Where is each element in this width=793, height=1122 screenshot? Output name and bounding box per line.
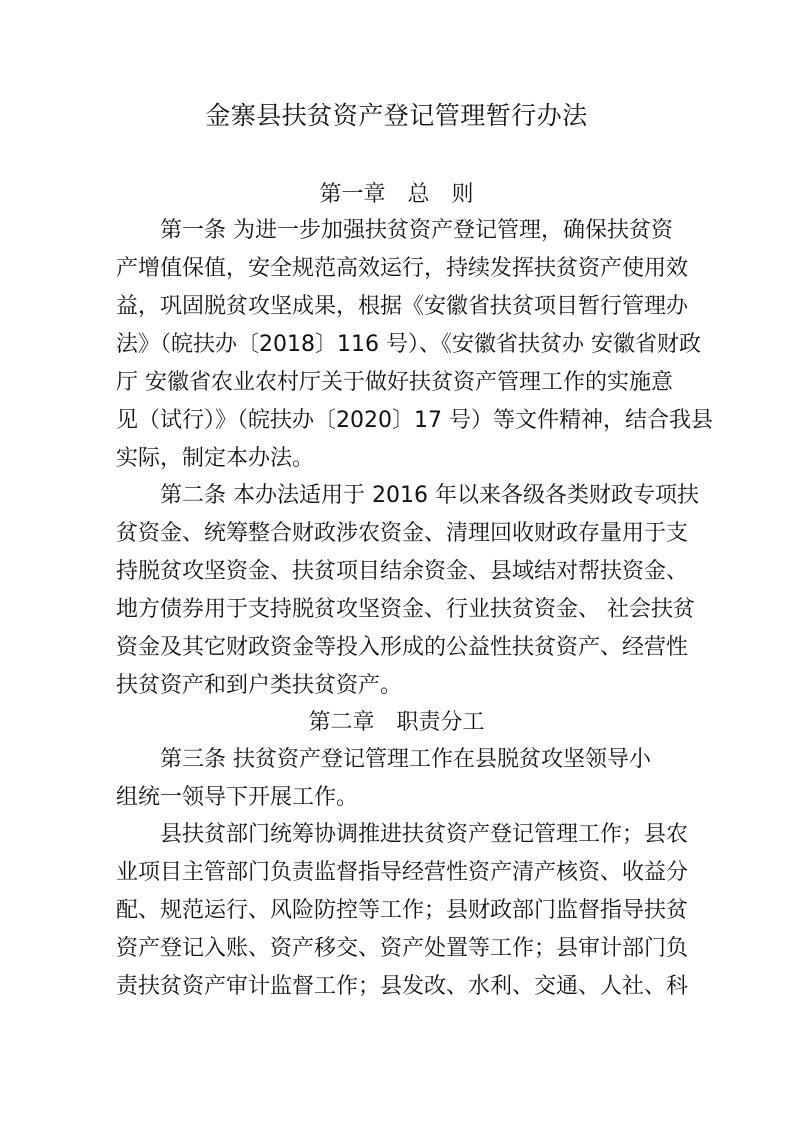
article-2-line: 地方债券用于支持脱贫攻坚资金、行业扶贫资金、 社会扶贫 bbox=[116, 597, 695, 622]
paragraph-line: 责扶贫资产审计监督工作；县发改、水利、交通、人社、科 bbox=[116, 974, 689, 999]
article-1-line: 益，巩固脱贫攻坚成果，根据《安徽省扶贫项目暂行管理办 bbox=[116, 294, 689, 319]
article-2-line: 资金及其它财政资金等投入形成的公益性扶贫资产、经营性 bbox=[116, 635, 689, 660]
article-2-line: 第二条 本办法适用于 2016 年以来各级各类财政专项扶 bbox=[160, 483, 699, 508]
article-2-line: 贫资金、统筹整合财政涉农资金、清理回收财政存量用于支 bbox=[116, 521, 689, 546]
article-1-line: 产增值保值，安全规范高效运行，持续发挥扶贫资产使用效 bbox=[116, 256, 689, 281]
article-1-line: 法》（皖扶办〔2018〕116 号）、《安徽省扶贫办 安徽省财政 bbox=[116, 332, 701, 357]
paragraph-line: 县扶贫部门统筹协调推进扶贫资产登记管理工作；县农 bbox=[160, 822, 689, 847]
chapter-heading-2: 第二章 职责分工 bbox=[308, 710, 485, 735]
article-1-line: 见（试行）》（皖扶办〔2020〕17 号）等文件精神，结合我县 bbox=[116, 408, 713, 433]
chapter-heading-1: 第一章 总 则 bbox=[319, 182, 474, 207]
article-1-line: 厅 安徽省农业农村厅关于做好扶贫资产管理工作的实施意 bbox=[116, 370, 673, 395]
article-1-line: 第一条 为进一步加强扶贫资产登记管理，确保扶贫资 bbox=[160, 218, 673, 243]
document-title: 金寨县扶贫资产登记管理暂行办法 bbox=[205, 101, 588, 130]
article-2-line: 扶贫资产和到户类扶贫资产。 bbox=[116, 673, 403, 698]
article-1-line: 实际，制定本办法。 bbox=[116, 446, 315, 471]
paragraph-line: 资产登记入账、资产移交、资产处置等工作；县审计部门负 bbox=[116, 936, 689, 961]
article-3-line: 组统一领导下开展工作。 bbox=[116, 785, 359, 810]
article-3-line: 第三条 扶贫资产登记管理工作在县脱贫攻坚领导小 bbox=[160, 747, 651, 772]
paragraph-line: 业项目主管部门负责监督指导经营性资产清产核资、收益分 bbox=[116, 860, 689, 885]
paragraph-line: 配、规范运行、风险防控等工作；县财政部门监督指导扶贫 bbox=[116, 898, 689, 923]
article-2-line: 持脱贫攻坚资金、扶贫项目结余资金、县域结对帮扶资金、 bbox=[116, 559, 689, 584]
